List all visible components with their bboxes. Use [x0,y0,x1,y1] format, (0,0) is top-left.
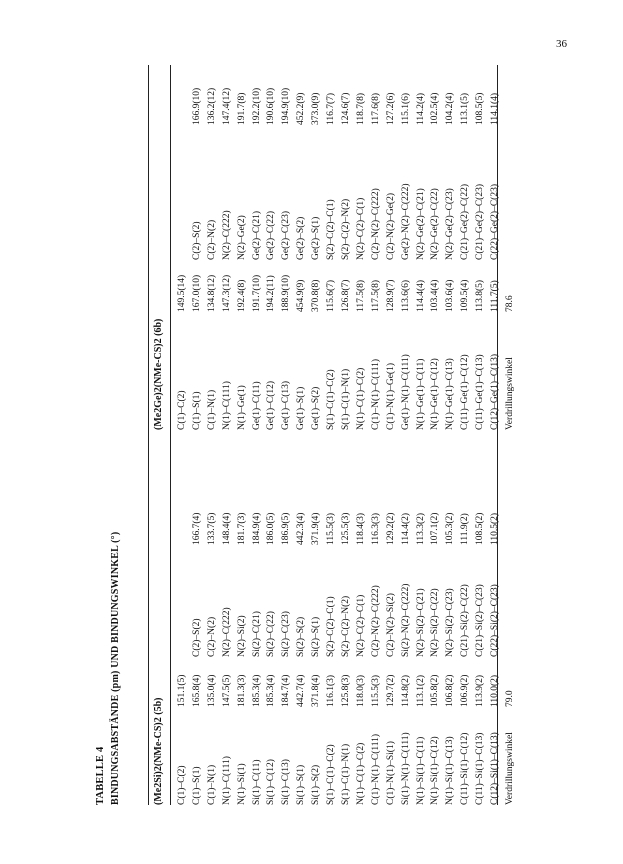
value2-5b-cell: 181.7(3) [236,512,247,545]
table-row [309,65,324,805]
bond-6b-cell: N(1)–Ge(1)–C(13) [445,358,456,430]
value2-6b-cell: 113.1(5) [460,92,471,125]
value2-6b-cell: 127.2(6) [385,92,396,125]
bond2-5b-cell: C(2)–N(2) [206,616,217,657]
value2-6b-cell: 102.5(4) [430,92,441,125]
value-5b-cell: 185.3(4) [266,674,277,707]
value-6b-cell: 117.5(8) [355,279,366,312]
bond2-6b-cell: N(2)–Ge(2) [236,215,247,260]
table-row [488,65,503,805]
bond2-5b-cell: C(21)–Si(2)–C(23) [475,584,486,657]
bond2-6b-cell: Ge(2)–C(22) [266,210,277,260]
bond-6b-cell: C(1)–N(1) [206,389,217,430]
value-6b-cell: 370.8(8) [311,279,322,312]
value-5b-cell: 106.9(2) [460,674,471,707]
table-row [279,65,294,805]
bond2-6b-cell: N(2)–Ge(2)–C(21) [415,188,426,260]
value2-5b-cell: 371.9(4) [311,512,322,545]
value2-5b-cell: 186.9(5) [281,512,292,545]
bond-6b-cell: N(1)–Ge(1) [236,385,247,430]
value-5b-cell: 118.0(3) [355,674,366,707]
bond-6b-cell: N(1)–C(111) [221,381,232,430]
bond2-6b-cell: Ge(2)–C(23) [281,210,292,260]
value2-5b-cell: 115.5(3) [326,512,337,545]
value-6b-cell: 454.9(9) [296,279,307,312]
value-5b-cell: 129.7(2) [385,674,396,707]
bond2-5b-cell: Si(2)–S(1) [311,616,322,657]
value2-6b-cell: 104.2(4) [445,92,456,125]
bond-6b-cell: C(1)–N(1)–Ge(1) [385,362,396,430]
bond2-5b-cell: S(2)–C(2)–C(1) [326,596,337,657]
table-row [354,65,369,805]
value-6b-cell: 128.9(7) [385,279,396,312]
bond-5b-cell: S(1)–C(1)–N(1) [340,743,351,805]
bond-6b-cell: S(1)–C(1)–C(2) [326,369,337,430]
bond2-6b-cell: Ge(2)–S(1) [311,216,322,260]
bond2-5b-cell: N(2)–Si(2)–C(22) [430,588,441,657]
value-6b-cell: 126.8(7) [340,279,351,312]
value2-6b-cell: 116.7(7) [326,92,337,125]
rotated-table-block [95,65,515,805]
value-6b-cell: 113.6(6) [400,279,411,312]
value2-6b-cell: 190.6(10) [266,87,277,125]
table-label: TABELLE 4 [95,746,106,805]
bond-5b-cell: Si(1)–S(2) [311,764,322,805]
value-6b-cell: 114.4(4) [415,279,426,312]
bond-6b-cell: C(1)–N(1)–C(111) [370,358,381,430]
value2-5b-cell: 118.4(3) [355,512,366,545]
bond2-6b-cell: N(2)–C(2)–C(1) [355,197,366,260]
value-6b-cell: 115.6(7) [326,279,337,312]
value2-6b-cell: 136.2(12) [206,87,217,125]
value2-6b-cell [503,65,518,125]
bond-5b-cell: Si(1)–C(13) [281,759,292,805]
bond2-5b-cell: N(2)–C(222) [221,607,232,657]
value2-6b-cell: 115.1(6) [400,92,411,125]
value-6b-cell: 103.6(4) [445,279,456,312]
bond-6b-cell: Ge(1)–S(1) [296,386,307,430]
value-5b-cell: 116.1(3) [326,674,337,707]
value-5b-cell: 113.9(2) [475,674,486,707]
table-row [399,65,414,805]
bond2-5b-cell: C(2)–N(2)–C(222) [370,585,381,657]
compound-header-5b: (Me2Si)2(NMe-CS)2 (5b) [153,697,164,805]
value-6b-cell: 103.4(4) [430,279,441,312]
table-row [458,65,473,805]
bond2-6b-cell: S(2)–C(2)–N(2) [340,198,351,260]
header-rule [170,65,171,805]
value-6b-cell: 111.7(5) [490,280,501,312]
bond2-6b-cell: C(2)–N(2)–Ge(2) [385,192,396,260]
table-row [205,65,220,805]
value-5b-cell: 135.0(4) [206,674,217,707]
table-row [190,65,205,805]
table-row [175,65,190,805]
value-5b-cell: 79.0 [504,690,515,707]
bond2-5b-cell: S(2)–C(2)–N(2) [340,595,351,657]
bond-5b-cell: C(1)–S(1) [191,766,202,805]
bond2-6b-cell: N(2)–Ge(2)–C(22) [430,188,441,260]
value2-6b-cell: 114.2(4) [415,92,426,125]
value-5b-cell: 106.8(2) [445,674,456,707]
bond2-5b-cell: C(21)–Si(2)–C(22) [460,584,471,657]
bond2-5b-cell: Si(2)–C(23) [281,611,292,657]
bond2-6b-cell: C(21)–Ge(2)–C(23) [475,184,486,260]
value2-6b-cell: 194.9(10) [281,87,292,125]
table-row [294,65,309,805]
bond-5b-cell: C(1)–N(1)–Si(1) [385,741,396,805]
value-6b-cell: 191.7(10) [251,274,262,312]
bond2-5b-cell [503,545,518,657]
value-5b-cell: 442.7(4) [296,674,307,707]
bond-5b-cell: N(1)–Si(1) [236,763,247,805]
value2-5b-cell: 129.2(2) [385,512,396,545]
value2-6b-cell: 192.2(10) [251,87,262,125]
bond-6b-cell: Ge(1)–S(2) [311,386,322,430]
bond-6b-cell: C(12)–Ge(1)–C(13) [490,354,501,430]
value-5b-cell: 105.8(2) [430,674,441,707]
bond2-6b-cell: Ge(2)–S(2) [296,216,307,260]
value-6b-cell: 167.0(10) [191,274,202,312]
value2-5b-cell: 166.7(4) [191,512,202,545]
value2-6b-cell: 108.5(5) [475,92,486,125]
value-6b-cell: 109.5(4) [460,279,471,312]
bond-5b-cell: C(12)–Si(1)–C(13) [490,732,501,805]
table-row [384,65,399,805]
bond2-5b-cell: N(2)–Si(2)–C(23) [445,588,456,657]
bond2-6b-cell: C(22)–Ge(2)–C(23) [490,184,501,260]
value2-5b-cell: 186.0(5) [266,512,277,545]
table-body [175,65,518,805]
value2-6b-cell: 147.4(12) [221,87,232,125]
value2-6b-cell: 191.7(8) [236,92,247,125]
value2-5b-cell: 114.4(2) [400,512,411,545]
bond2-5b-cell: N(2)–C(2)–C(1) [355,594,366,657]
table-row [250,65,265,805]
bond-5b-cell: C(11)–Si(1)–C(12) [460,732,471,805]
value-5b-cell: 113.1(2) [415,674,426,707]
value2-5b-cell: 442.3(4) [296,512,307,545]
table-row [220,65,235,805]
value2-6b-cell: 373.0(9) [311,92,322,125]
bond-5b-cell: Verdrillungswinkel [504,732,515,805]
bond-5b-cell: N(1)–Si(1)–C(13) [445,736,456,805]
bond-5b-cell: C(1)–C(2) [177,765,187,805]
value2-5b-cell: 116.3(3) [370,512,381,545]
table-row [264,65,279,805]
table-row [443,65,458,805]
bond-5b-cell: C(1)–N(1)–C(111) [370,733,381,805]
bond-6b-cell: C(11)–Ge(1)–C(12) [460,354,471,430]
bond-6b-cell: N(1)–Ge(1)–C(12) [430,358,441,430]
value2-6b-cell: 124.6(7) [340,92,351,125]
value2-5b-cell: 133.7(5) [206,512,217,545]
value-5b-cell: 151.1(5) [177,674,187,707]
bond2-6b-cell: C(21)–Ge(2)–C(22) [460,184,471,260]
bond-5b-cell: N(1)–Si(1)–C(12) [430,736,441,805]
bond2-6b-cell: S(2)–C(2)–C(1) [326,199,337,260]
bond-6b-cell: N(1)–C(1)–C(2) [355,367,366,430]
bond2-6b-cell: C(2)–N(2)–C(222) [370,188,381,260]
bond-6b-cell: Ge(1)–C(13) [281,380,292,430]
table-row [235,65,250,805]
bond-6b-cell: C(11)–Ge(1)–C(13) [475,354,486,430]
bond-5b-cell: Si(1)–C(12) [266,759,277,805]
bond-6b-cell: Verdrillungswinkel [504,357,515,430]
bond2-5b-cell: Si(2)–C(21) [251,611,262,657]
value-5b-cell: 185.3(4) [251,674,262,707]
value-6b-cell: 117.5(8) [370,279,381,312]
bond2-5b-cell: Si(2)–S(2) [296,616,307,657]
table-row [428,65,443,805]
value-5b-cell: 110.0(2) [490,674,501,707]
bond-6b-cell: Ge(1)–N(1)–C(111) [400,354,411,430]
bond-5b-cell: C(11)–Si(1)–C(13) [475,732,486,805]
bond2-5b-cell: C(22)–Si(2)–C(23) [490,584,501,657]
bond-6b-cell: Ge(1)–C(11) [251,381,262,430]
table-row [324,65,339,805]
value2-6b-cell [175,65,190,125]
bond2-5b-cell: N(2)–Si(2)–C(21) [415,588,426,657]
table-row [339,65,354,805]
value-5b-cell: 184.7(4) [281,674,292,707]
bond-5b-cell: N(1)–C(1)–C(2) [355,742,366,805]
bond-6b-cell: C(1)–C(2) [177,390,187,430]
bond-6b-cell: Ge(1)–C(12) [266,380,277,430]
value2-6b-cell: 166.9(10) [191,87,202,125]
value-5b-cell: 125.8(3) [340,674,351,707]
bond2-5b-cell: Si(2)–C(22) [266,611,277,657]
value-6b-cell: 149.5(14) [177,274,187,312]
value-6b-cell: 147.3(12) [221,274,232,312]
value2-6b-cell: 452.2(9) [296,92,307,125]
value2-6b-cell: 114.1(4) [490,92,501,125]
value-6b-cell: 78.6 [504,295,515,312]
bond-5b-cell: N(1)–Si(1)–C(11) [415,736,426,805]
bottom-rule [497,65,498,805]
bond2-6b-cell: C(2)–S(2) [191,221,202,260]
bond-6b-cell: C(1)–S(1) [191,391,202,430]
bond2-6b-cell: C(2)–N(2) [206,219,217,260]
value-5b-cell: 114.8(2) [400,674,411,707]
bond2-5b-cell: Si(2)–N(2)–C(222) [400,583,411,657]
table-title: BINDUNGSABSTÄNDE (pm) UND BINDUNGSWINKEL (°) [110,531,121,805]
bond-data-table [175,65,518,805]
table-caption [95,532,121,805]
bond2-5b-cell: C(2)–N(2)–Si(2) [385,593,396,657]
value2-5b-cell: 105.3(2) [445,512,456,545]
bond2-6b-cell: Ge(2)–C(21) [251,210,262,260]
page-number: 36 [556,38,567,50]
value-5b-cell: 115.5(3) [370,674,381,707]
table-row [473,65,488,805]
value-6b-cell: 134.8(12) [206,274,217,312]
bond-6b-cell: S(1)–C(1)–N(1) [340,368,351,430]
value2-5b-cell: 111.9(2) [460,513,471,545]
bond2-6b-cell: N(2)–C(222) [221,210,232,260]
bond2-5b-cell: C(2)–S(2) [191,618,202,657]
bond2-6b-cell: Ge(2)–N(2)–C(222) [400,183,411,260]
top-rule [148,65,149,805]
value2-5b-cell: 110.5(2) [490,512,501,545]
bond-5b-cell: Si(1)–N(1)–C(111) [400,732,411,805]
bond2-5b-cell [175,545,190,657]
table-row [503,65,518,805]
value-5b-cell: 165.8(4) [191,674,202,707]
value-5b-cell: 147.5(5) [221,674,232,707]
compound-header-6b: (Me2Ge)2(NMe-CS)2 (6b) [153,318,164,430]
bond2-6b-cell [503,125,518,260]
value-6b-cell: 194.2(11) [266,275,277,312]
bond-5b-cell: S(1)–C(1)–C(2) [326,744,337,805]
value2-5b-cell: 148.4(4) [221,512,232,545]
bond-6b-cell: N(1)–Ge(1)–C(11) [415,358,426,430]
value2-5b-cell: 184.9(4) [251,512,262,545]
value-6b-cell: 113.8(5) [475,279,486,312]
value2-5b-cell: 107.1(2) [430,512,441,545]
table-row [414,65,429,805]
value-5b-cell: 371.8(4) [311,674,322,707]
value2-5b-cell: 125.5(3) [340,512,351,545]
value2-5b-cell: 113.3(2) [415,512,426,545]
bond-5b-cell: Si(1)–S(1) [296,764,307,805]
bond-5b-cell: N(1)–C(111) [221,756,232,805]
bond2-5b-cell: N(2)–Si(2) [236,615,247,657]
value-6b-cell: 188.9(10) [281,274,292,312]
value2-6b-cell: 117.6(8) [370,92,381,125]
value2-5b-cell [503,430,518,545]
value-5b-cell: 181.3(3) [236,674,247,707]
value-6b-cell: 192.4(8) [236,279,247,312]
table-row [369,65,384,805]
bond-5b-cell: Si(1)–C(11) [251,759,262,805]
value2-5b-cell [175,430,190,545]
bond2-6b-cell: N(2)–Ge(2)–C(23) [445,188,456,260]
value2-6b-cell: 118.7(8) [355,92,366,125]
bond-5b-cell: C(1)–N(1) [206,764,217,805]
bond2-6b-cell [175,125,190,260]
value2-5b-cell: 108.5(2) [475,512,486,545]
